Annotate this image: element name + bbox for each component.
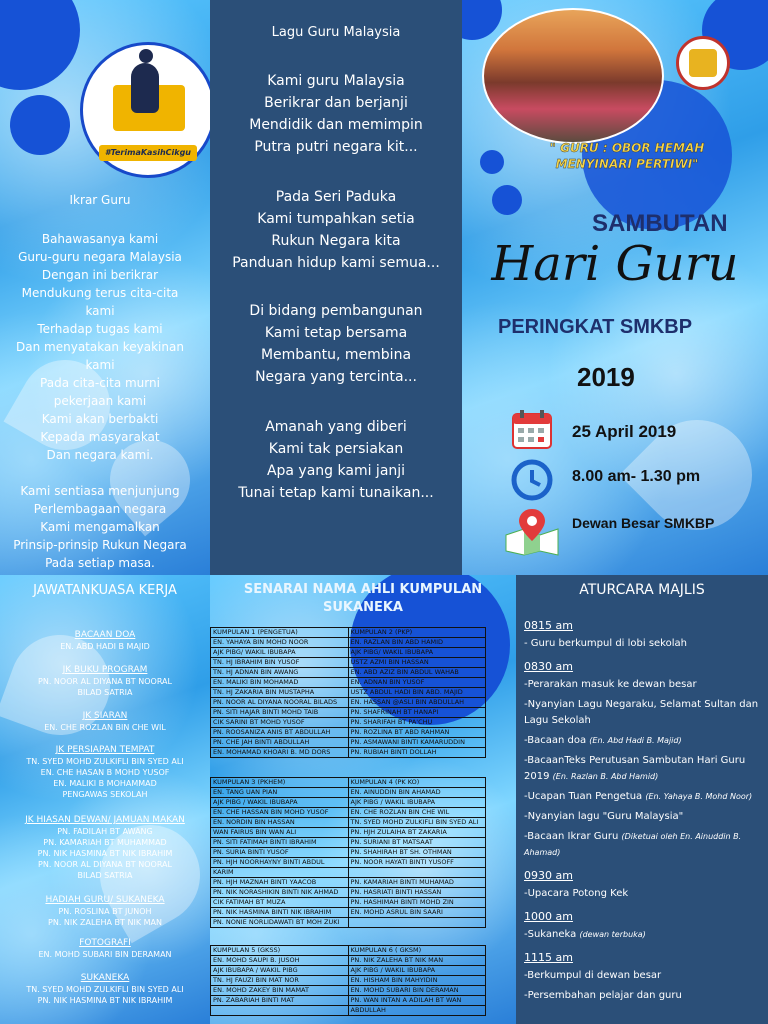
- table-header-row: [211, 628, 486, 638]
- sambutan-heading: SAMBUTAN: [592, 210, 728, 237]
- ikrar-line: Bahawasanya kami: [41, 232, 159, 246]
- table-cell: PN. CHE JAH BINTI ABDULLAH: [211, 738, 349, 748]
- song-line: Pada Seri Paduka: [275, 189, 397, 205]
- decor-circle: [0, 0, 80, 90]
- motto-line: MENYINARI PERTIWI": [555, 157, 699, 171]
- table-cell: PN. HASRIATI BINTI HASSAN: [348, 888, 486, 898]
- kumpulan-table: [210, 627, 486, 758]
- song-stanza: [210, 416, 462, 504]
- ikrar-line: kami: [85, 304, 115, 318]
- schedule-item-note: (En. Abd Hadi B. Majid): [589, 736, 682, 745]
- table-cell: KUMPULAN 4 (PK KO): [348, 778, 486, 788]
- lagu-panel: [210, 0, 462, 575]
- schedule-time: 0930 am: [524, 869, 573, 882]
- table-cell: PN. NIK HASMINA BINTI NIK IBRAHIM: [211, 908, 349, 918]
- table-row: [211, 996, 486, 1006]
- table-row: [211, 738, 486, 748]
- table-row: [211, 986, 486, 996]
- event-time: 8.00 am- 1.30 pm: [572, 468, 701, 485]
- table-cell: KUMPULAN 5 (GKSS): [211, 946, 349, 956]
- schedule-item: [524, 988, 764, 1004]
- jk-member: EN. MALIKI B MOHAMMAD: [53, 779, 157, 788]
- ikrar-line: Mendukung terus cita-cita: [21, 286, 179, 300]
- jk-group: [0, 815, 210, 881]
- table-cell: EN. CHE ROZLAN BIN CHE WIL: [348, 808, 486, 818]
- jk-member: EN. CHE HASAN B MOHD YUSOF: [40, 768, 170, 777]
- table-cell: PN. SHARIFAH BT PA'CHU: [348, 718, 486, 728]
- table-cell: EN. MALIKI BIN MOHAMAD: [211, 678, 349, 688]
- schedule-item: [524, 829, 764, 861]
- ikrar-line: Perlembagaan negara: [33, 502, 167, 516]
- schedule-item-note: (Diketuai oleh En. Ainuddin B. Ahamad): [524, 832, 742, 857]
- jk-member: TN. SYED MOHD ZULKIFLI BIN SYED ALI: [26, 985, 184, 994]
- table-cell: PN. HJH NOORHAYNY BINTI ABDUL: [211, 858, 349, 868]
- table-cell: PN. NOOR HAYATI BINTI YUSOFF: [348, 858, 486, 868]
- jk-member: PN. NOOR AL DIYANA BT NOORAL: [38, 677, 172, 686]
- jk-group: [0, 745, 210, 800]
- table-row: [211, 698, 486, 708]
- table-row: [211, 976, 486, 986]
- table-cell: TN. HJ FAUZI BIN MAT NOR: [211, 976, 349, 986]
- song-line: Panduan hidup kami semua...: [232, 255, 440, 271]
- ikrar-line: Dengan ini berikrar: [41, 268, 159, 282]
- table-cell: TN. HJ IBRAHIM BIN YUSOF: [211, 658, 349, 668]
- schedule-item-text: -Nyanyian Lagu Negaraku, Selamat Sultan dan Lagu Sekolah: [524, 699, 759, 726]
- table-cell: EN. RAZLAN BIN ABD HAMID: [348, 638, 486, 648]
- table-cell: [348, 868, 486, 878]
- schedule-item: [524, 968, 764, 984]
- motto-line: " GURU : OBOR HEMAH: [549, 141, 705, 155]
- table-cell: PN. SURIA BINTI YUSOF: [211, 848, 349, 858]
- table-header-row: [211, 778, 486, 788]
- song-line: Berikrar dan berjanji: [264, 95, 408, 111]
- schedule-item: [524, 753, 764, 785]
- song-stanza: [210, 300, 462, 388]
- schedule-item: [524, 809, 764, 825]
- person-head-icon: [139, 49, 153, 63]
- table-cell: EN. MOHAMAD KHOARI B. MD DORS: [211, 748, 349, 758]
- table-cell: PN. SURIANI BT MATSAAT: [348, 838, 486, 848]
- table-cell: USTZ ABDUL HADI BIN ABD. MAJID: [348, 688, 486, 698]
- song-line: Kami tetap bersama: [264, 325, 408, 341]
- schedule-item-text: -Persembahan pelajar dan guru: [524, 990, 682, 1001]
- table-cell: CIK SARINI BT MOHD YUSOF: [211, 718, 349, 728]
- table-cell: KUMPULAN 6 ( GKSM): [348, 946, 486, 956]
- jk-member: EN. MOHD SUBARI BIN DERAMAN: [38, 950, 172, 959]
- schedule-item-text: -Bacaan doa: [524, 735, 587, 746]
- jk-member: PN. NOOR AL DIYANA BT NOORAL: [38, 860, 172, 869]
- table-cell: AJK PIBG / WAKIL IBUBAPA: [211, 798, 349, 808]
- table-cell: AJK PIBG/ WAKIL IBUBAPA: [211, 648, 349, 658]
- jk-member: PENGAWAS SEKOLAH: [62, 790, 148, 799]
- aturcara-title: ATURCARA MAJLIS: [579, 582, 705, 598]
- table-cell: AJK PIBG / WAKIL IBUBAPA: [348, 966, 486, 976]
- schedule-item-text: -Bacaan Ikrar Guru: [524, 831, 619, 842]
- schedule-item-text: -Perarakan masuk ke dewan besar: [524, 679, 697, 690]
- decor-circle: [462, 0, 502, 40]
- aturcara-panel: [516, 575, 768, 1024]
- table-cell: USTZ AZMI BIN HASSAN: [348, 658, 486, 668]
- jk-member: PN. NIK HASMINA BT NIK IBRAHIM: [37, 849, 173, 858]
- song-line: Apa yang kami janji: [266, 463, 406, 479]
- table-cell: EN. ADNAN BIN YUSOF: [348, 678, 486, 688]
- year-heading: 2019: [577, 362, 635, 392]
- senarai-title: [210, 581, 516, 617]
- table-cell: PN. SITI HAJAR BINTI MOHD TAIB: [211, 708, 349, 718]
- table-row: [211, 658, 486, 668]
- aturcara-list: [524, 611, 764, 1004]
- schedule-item: [524, 733, 764, 749]
- ikrar-line: Pada setiap masa.: [45, 556, 155, 570]
- song-stanza: [210, 70, 462, 158]
- song-line: Negara yang tercinta...: [255, 369, 417, 385]
- table-cell: PN. HJH ZULAIHA BT ZAKARIA: [348, 828, 486, 838]
- jk-member: BILAD SATRIA: [77, 688, 133, 697]
- table-cell: KARIM: [211, 868, 349, 878]
- table-header-row: [211, 946, 486, 956]
- table-cell: EN. NORDIN BIN HASSAN: [211, 818, 349, 828]
- table-cell: AJK PIBG / WAKIL IBUBAPA: [348, 798, 486, 808]
- table-cell: PN. SITI FATIMAH BINTI IBRAHIM: [211, 838, 349, 848]
- jk-member: PN. NIK HASMINA BT NIK IBRAHIM: [37, 996, 173, 1005]
- schedule-time: 1115 am: [524, 951, 573, 964]
- jk-group-name: JK HIASAN DEWAN/ JAMUAN MAKAN: [25, 815, 185, 825]
- ikrar-text: [0, 230, 200, 572]
- schedule-time: 0830 am: [524, 660, 573, 673]
- table-row: [211, 808, 486, 818]
- jk-group-name: BACAAN DOA: [74, 630, 136, 640]
- schedule-item-text: -Upacara Potong Kek: [524, 888, 629, 899]
- table-cell: PN. WAN INTAN A ADILAH BT WAN: [348, 996, 486, 1006]
- table-cell: KUMPULAN 1 (PENGETUA): [211, 628, 349, 638]
- table-cell: PN. SHAFRINAH BT HANAPI: [348, 708, 486, 718]
- table-cell: PN. NOOR AL DIYANA NOORAL BILADS: [211, 698, 349, 708]
- table-row: [211, 708, 486, 718]
- jk-member: BILAD SATRIA: [77, 871, 133, 880]
- schedule-item-note: (En. Yahaya B. Mohd Noor): [645, 792, 753, 801]
- table-cell: EN. MOHD ASRUL BIN SAARI: [348, 908, 486, 918]
- song-line: Amanah yang diberi: [265, 419, 407, 435]
- calendar-icon: [510, 408, 554, 452]
- jk-group: [0, 895, 210, 928]
- map-pin-icon: [502, 505, 562, 557]
- ikrar-line: Kami sentiasa menjunjung: [20, 484, 180, 498]
- table-cell: ABDULLAH: [348, 1006, 486, 1016]
- jk-group: [0, 711, 210, 733]
- table-cell: [348, 918, 486, 928]
- jk-group: [0, 938, 210, 960]
- jk-group-name: JK PERSIAPAN TEMPAT: [55, 745, 155, 755]
- decor-circle: [492, 185, 522, 215]
- jk-member: PN. NIK ZALEHA BT NIK MAN: [48, 918, 162, 927]
- schedule-item-text: -Sukaneka: [524, 929, 577, 940]
- table-cell: PN. HJH MAZNAH BINTI YAACOB: [211, 878, 349, 888]
- ikrar-title: Ikrar Guru: [69, 193, 131, 207]
- table-cell: TN. HJ ADNAN BIN AWANG: [211, 668, 349, 678]
- table-cell: EN. MOHD ZAKEY BIN MAMAT: [211, 986, 349, 996]
- table-cell: KUMPULAN 3 (PKHEM): [211, 778, 349, 788]
- song-line: Di bidang pembangunan: [249, 303, 423, 319]
- table-row: [211, 728, 486, 738]
- table-row: [211, 648, 486, 658]
- song-line: Kami tak persiakan: [268, 441, 404, 457]
- table-row: [211, 668, 486, 678]
- schedule-item-note: (En. Razlan B. Abd Hamid): [552, 772, 659, 781]
- schedule-item-text: -Nyanyian lagu "Guru Malaysia": [524, 811, 684, 822]
- logo-hashtag: #TerimaKasihCikgu: [99, 145, 197, 161]
- table-row: [211, 828, 486, 838]
- table-cell: AJK IBUBAPA / WAKIL PIBG: [211, 966, 349, 976]
- jk-group-name: JK BUKU PROGRAM: [62, 665, 148, 675]
- table-row: [211, 908, 486, 918]
- ikrar-line: Prinsip-prinsip Rukun Negara: [13, 538, 187, 552]
- jk-member: EN. ABD HADI B MAJID: [60, 642, 150, 651]
- table-row: [211, 748, 486, 758]
- senarai-title-line: SUKANEKA: [323, 600, 403, 615]
- clock-icon: [510, 458, 554, 502]
- kumpulan-table: [210, 945, 486, 1016]
- ikrar-line: Dan menyatakan keyakinan: [16, 340, 184, 354]
- table-row: [211, 898, 486, 908]
- person-icon: [131, 63, 159, 113]
- table-row: [211, 678, 486, 688]
- table-row: [211, 888, 486, 898]
- senarai-title-line: SENARAI NAMA AHLI KUMPULAN: [243, 582, 483, 597]
- song-line: Tunai tetap kami tunaikan...: [238, 485, 434, 501]
- table-cell: WAN FAIRUS BIN WAN ALI: [211, 828, 349, 838]
- cover-panel: [462, 0, 768, 575]
- jk-group: [0, 630, 210, 652]
- table-row: [211, 966, 486, 976]
- jk-member: EN. CHE ROZLAN BIN CHE WIL: [44, 723, 166, 732]
- table-cell: EN. AINUDDIN BIN AHAMAD: [348, 788, 486, 798]
- table-row: [211, 838, 486, 848]
- jk-group: [0, 665, 210, 698]
- ikrar-line: Dan negara kami.: [46, 448, 154, 462]
- song-line: Putra putri negara kit...: [254, 139, 418, 155]
- jk-group-name: HADIAH GURU/ SUKANEKA: [45, 895, 165, 905]
- ikrar-line: Kami mengamalkan: [40, 520, 160, 534]
- table-row: [211, 818, 486, 828]
- song-stanza: [210, 186, 462, 274]
- table-row: [211, 798, 486, 808]
- jawatankuasa-title: JAWATANKUASA KERJA: [33, 583, 177, 598]
- song-line: Membantu, membina: [260, 347, 412, 363]
- table-cell: [211, 1006, 349, 1016]
- ikrar-line: Kami akan berbakti: [41, 412, 159, 426]
- jk-member: PN. ROSLINA BT JUNOH: [58, 907, 152, 916]
- song-line: Kami tumpahkan setia: [257, 211, 415, 227]
- schedule-item-text: - Guru berkumpul di lobi sekolah: [524, 638, 687, 649]
- hari-guru-heading: Hari Guru: [491, 236, 739, 292]
- jk-group-name: SUKANEKA: [80, 973, 130, 983]
- schedule-item-text: -BacaanTeks Perutusan Sambutan Hari Guru 2019: [524, 755, 746, 782]
- schedule-time: 0815 am: [524, 619, 573, 632]
- ikrar-panel: [0, 0, 210, 575]
- jk-member: PN. KAMARIAH BT MUHAMMAD: [43, 838, 167, 847]
- table-cell: TN. HJ ZAKARIA BIN MUSTAPHA: [211, 688, 349, 698]
- schedule-item: [524, 677, 764, 693]
- table-cell: PN. NIK NORASHIKIN BINTI NIK AHMAD: [211, 888, 349, 898]
- schedule-time: 1000 am: [524, 910, 573, 923]
- table-row: [211, 956, 486, 966]
- table-cell: EN. YAHAYA BIN MOHD NOOR: [211, 638, 349, 648]
- terima-kasih-cikgu-logo: [80, 42, 210, 178]
- schedule-item: [524, 886, 764, 902]
- schedule-item: [524, 927, 764, 943]
- table-cell: EN. CHE HASSAN BIN MOHD YUSOF: [211, 808, 349, 818]
- kumpulan-table: [210, 777, 486, 928]
- motto: [522, 140, 732, 172]
- school-crest: [676, 36, 730, 90]
- jk-group-name: FOTOGRAFI: [79, 938, 131, 948]
- table-row: [211, 848, 486, 858]
- peringkat-heading: PERINGKAT SMKBP: [498, 316, 693, 338]
- ikrar-line: pekerjaan kami: [53, 394, 147, 408]
- event-venue: Dewan Besar SMKBP: [572, 515, 715, 531]
- schedule-item: [524, 636, 764, 652]
- decor-circle: [10, 95, 70, 155]
- table-cell: EN. HISHAM BIN MAHYIDIN: [348, 976, 486, 986]
- table-cell: PN. ASMAWANI BINTI KAMARUDDIN: [348, 738, 486, 748]
- jk-member: TN. SYED MOHD ZULKIFLI BIN SYED ALI: [26, 757, 184, 766]
- ikrar-line: Guru-guru negara Malaysia: [18, 250, 182, 264]
- schedule-item: [524, 789, 764, 805]
- jk-member: PN. FADILAH BT AWANG: [57, 827, 153, 836]
- table-cell: PN. ZABARIAH BINTI MAT: [211, 996, 349, 1006]
- decor-circle: [480, 150, 504, 174]
- schedule-item-note: (dewan terbuka): [579, 930, 646, 939]
- table-cell: EN. TANG UAN PIAN: [211, 788, 349, 798]
- table-cell: EN. ABD AZIZ BIN ABDUL WAHAB: [348, 668, 486, 678]
- table-cell: PN. NIK ZALEHA BT NIK MAN: [348, 956, 486, 966]
- jk-group: [0, 973, 210, 1006]
- schedule-item-text: -Ucapan Tuan Pengetua: [524, 791, 643, 802]
- jk-group-name: JK SIARAN: [82, 711, 128, 721]
- table-cell: PN. RUBIAH BINTI DOLLAH: [348, 748, 486, 758]
- table-row: [211, 718, 486, 728]
- ikrar-line: Pada cita-cita murni: [40, 376, 160, 390]
- group-photo: [482, 8, 664, 144]
- table-row: [211, 878, 486, 888]
- table-row: [211, 638, 486, 648]
- ikrar-line: kami: [85, 358, 115, 372]
- table-row: [211, 868, 486, 878]
- table-cell: EN. MOHD SAUPI B. JUSOH: [211, 956, 349, 966]
- table-cell: AJK PIBG/ WAKIL IBUBAPA: [348, 648, 486, 658]
- table-cell: PN. NONIE NORLIDAWATI BT MOH ZUKI: [211, 918, 349, 928]
- song-line: Mendidik dan memimpin: [249, 117, 423, 133]
- song-title: Lagu Guru Malaysia: [271, 25, 401, 40]
- ikrar-line: Kepada masyarakat: [40, 430, 160, 444]
- song-line: Kami guru Malaysia: [267, 73, 405, 89]
- table-cell: PN. SHAHIRAH BT SH. OTHMAN: [348, 848, 486, 858]
- table-cell: KUMPULAN 2 (PKP): [348, 628, 486, 638]
- senarai-panel: [210, 575, 516, 1024]
- crest-book-icon: [689, 49, 717, 77]
- table-cell: PN. ROOSANIZA ANIS BT ABDULLAH: [211, 728, 349, 738]
- table-cell: PN. ROZLINA BT ABD RAHMAN: [348, 728, 486, 738]
- table-row: [211, 1006, 486, 1016]
- schedule-item: [524, 697, 764, 729]
- table-cell: EN. MOHD SUBARI BIN DERAMAN: [348, 986, 486, 996]
- table-row: [211, 688, 486, 698]
- table-row: [211, 918, 486, 928]
- table-row: [211, 858, 486, 868]
- table-cell: PN. KAMARIAH BINTI MUHAMAD: [348, 878, 486, 888]
- jawatankuasa-panel: [0, 575, 210, 1024]
- table-row: [211, 788, 486, 798]
- event-date: 25 April 2019: [572, 422, 677, 441]
- table-cell: CIK FATIMAH BT MUZA: [211, 898, 349, 908]
- table-cell: PN. HASHIMAH BINTI MOHD ZIN: [348, 898, 486, 908]
- ikrar-line: Terhadap tugas kami: [37, 322, 163, 336]
- song-line: Rukun Negara kita: [271, 233, 401, 249]
- table-cell: TN. SYED MOHD ZULKIFLI BIN SYED ALI: [348, 818, 486, 828]
- schedule-item-text: -Berkumpul di dewan besar: [524, 970, 662, 981]
- table-cell: EN. HASSAN @ASLI BIN ABDULLAH: [348, 698, 486, 708]
